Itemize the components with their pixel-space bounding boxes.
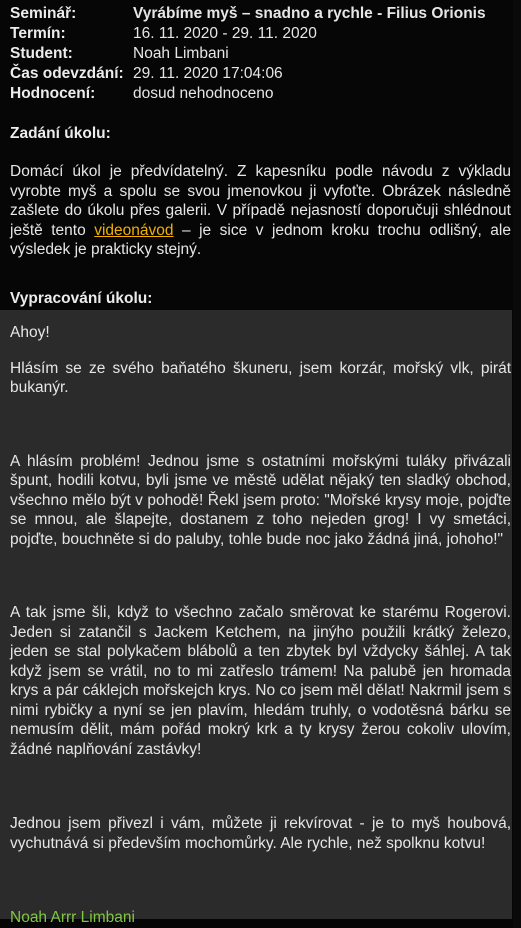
- assignment-text-end: – je sice v jednom kroku trochu odlišný, ale výsledek je prakticky stejný.: [10, 221, 511, 258]
- answer-paragraph: Ahoy!: [10, 324, 50, 341]
- meta-row-term: [10, 24, 515, 44]
- student-value: Noah Limbani: [133, 45, 229, 62]
- meta-row-submitted: [10, 64, 515, 84]
- submitted-label: Čas odevzdání:: [10, 65, 124, 82]
- meta-row-student: [10, 44, 515, 64]
- term-label: Termín:: [10, 25, 66, 42]
- seminar-label: Seminář:: [10, 5, 77, 22]
- term-value: 16. 11. 2020 - 29. 11. 2020: [133, 25, 317, 42]
- meta-row-seminar: [10, 4, 515, 24]
- seminar-value: Vyrábíme myš – snadno a rychle - Filius Orionis: [133, 5, 486, 22]
- answer-paragraph: A hlásím problém! Jednou jsme s ostatními mořskými tuláky přivázali špunt, hodili kotvu, byli jsme ve městě udělat nějaký ten sladký obchod, všechno mělo být v pohodě! Řekl jsem proto: "Mořské krysy moje, pojďte se mnou, ale šlapejte, dostanem z toho nejeden grog! I vy smetáci, pojďte, bouchněte si do paluby, tohle bude noc jako žádná jiná, johoho!": [10, 452, 511, 548]
- grade-label: Hodnocení:: [10, 85, 96, 102]
- grade-value: dosud nehodnoceno: [133, 85, 274, 102]
- answer-paragraph: Jednou jsem přivezl i vám, můžete ji rekvírovat - je to myš houbová, vychutnává si především mochomůrky. Ale rychle, než spolknu kotvu!: [10, 815, 511, 852]
- homework-meta: [10, 4, 515, 104]
- submitted-value: 29. 11. 2020 17:04:06: [133, 65, 283, 82]
- assignment-text: [10, 162, 511, 260]
- student-label: Student:: [10, 45, 73, 62]
- signature: Noah Arrr Limbani: [10, 909, 135, 926]
- video-tutorial-link[interactable]: videonávod: [94, 221, 174, 239]
- answer-paragraph: A tak jsme šli, když to všechno začalo směrovat ke starému Rogerovi. Jeden si zatančil s Jackem Ketchem, na jinýho použili krátký železo, jeden se stal polykačem blábolů a ten zbytek byl vždycky šáhlej. A tak když jsem se vrátil, no to mi zatřeslo trámem! Na palubě jen hromada krys a pár cáklejch mořskejch krys. No co jsem měl dělat! Nakrmil jsem s nimi rybičky a nyní se jen plavím, hledám truhly, o vodotěsná bárku se nemusím dělit, mám pořád mokrý krk a ty krysy žerou cokoliv ulovím, žádné naplňování zastávky!: [10, 604, 511, 758]
- answer-paragraph: Hlásím se ze svého baňatého škuneru, jsem korzár, mořský vlk, pirát bukanýr.: [10, 359, 511, 396]
- assignment-heading: Zadání úkolu:: [10, 125, 111, 142]
- assignment-text-start: Domácí úkol je předvídatelný. Z kapesníku podle návodu z výkladu vyrobte myš a spolu se svou jmenovkou ji vyfoťte. Obrázek následně zašlete do úkolu přes galerii. V případě nejasností doporučuji shlédnout ještě tento: [10, 163, 511, 239]
- answer-text: [10, 313, 511, 928]
- scrollbar[interactable]: [513, 0, 521, 928]
- answer-heading: Vypracování úkolu:: [10, 290, 153, 307]
- meta-row-grade: [10, 84, 515, 104]
